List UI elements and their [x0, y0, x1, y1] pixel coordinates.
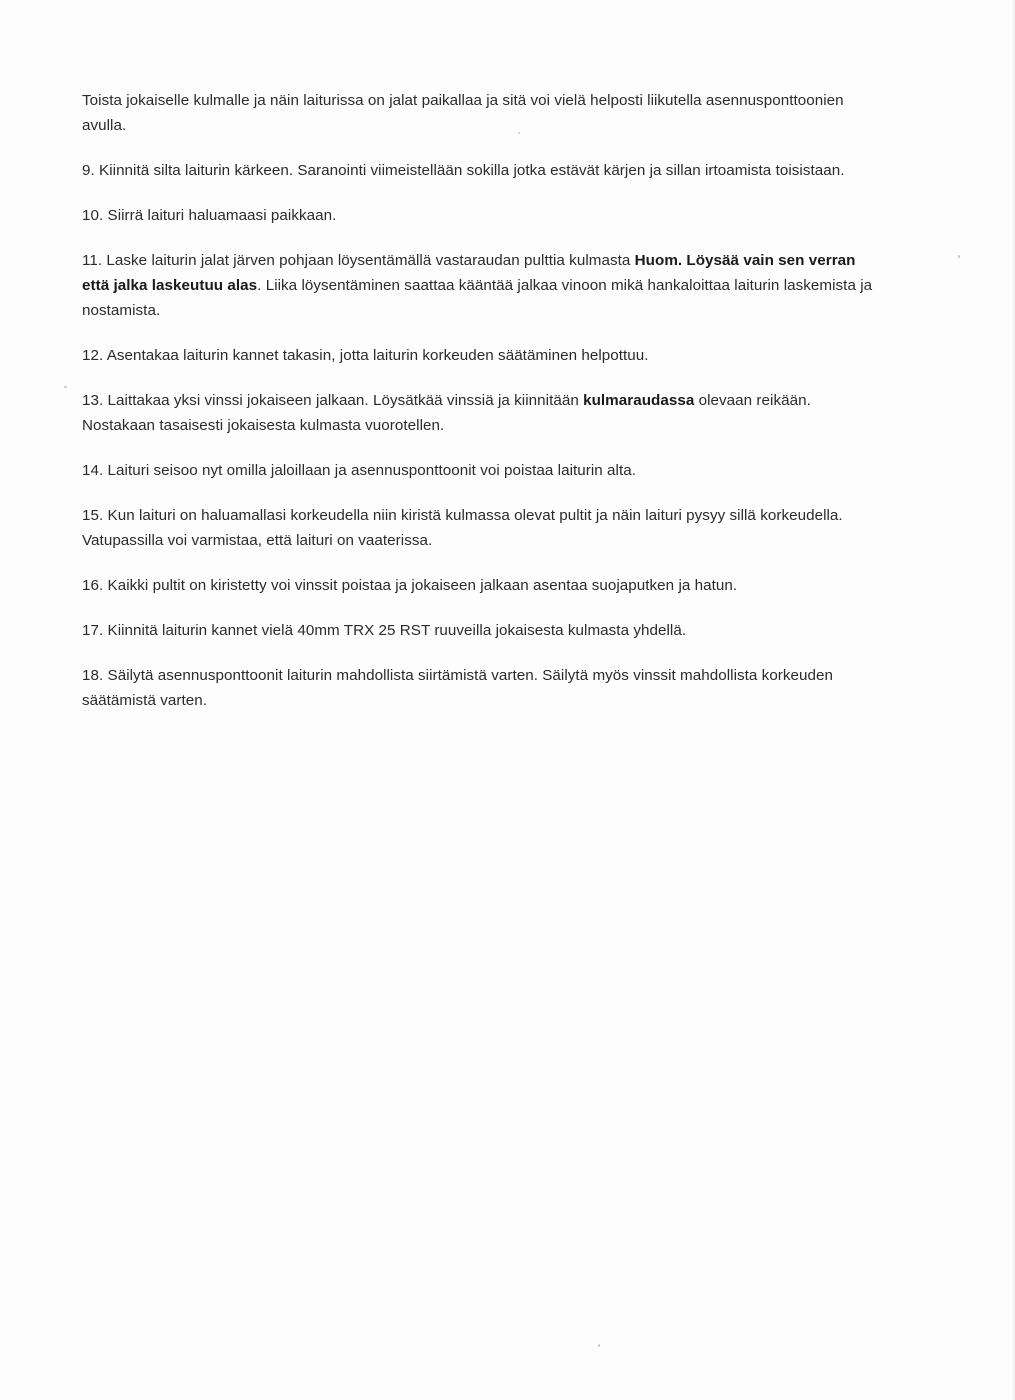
- text-segment: 18. Säilytä asennusponttoonit laiturin mahdollista siirtämistä varten. Säilytä myös vinssit mahdollista korkeuden säätämistä varten.: [82, 667, 834, 709]
- instruction-paragraph: [82, 388, 882, 438]
- instruction-paragraph: [82, 88, 882, 138]
- text-segment: . Liika löysentäminen saattaa kääntää jalkaa vinoon mikä hankaloittaa laiturin laskemista ja nostamista.: [82, 277, 873, 319]
- instruction-paragraph: [82, 343, 882, 368]
- instruction-paragraph: [82, 503, 882, 553]
- text-segment: 9. Kiinnitä silta laiturin kärkeen. Saranointi viimeistellään sokilla jotka estävät kärjen ja sillan irtoamista toisistaan.: [82, 162, 845, 179]
- instruction-text-body: [82, 88, 882, 733]
- instruction-paragraph: [82, 573, 882, 598]
- instruction-paragraph: [82, 663, 882, 713]
- text-segment: 12. Asentakaa laiturin kannet takasin, jotta laiturin korkeuden säätäminen helpottuu.: [82, 347, 649, 364]
- scan-speck: [64, 386, 67, 388]
- text-segment: 10. Siirrä laituri haluamaasi paikkaan.: [82, 207, 337, 224]
- instruction-paragraph: [82, 158, 882, 183]
- text-segment: 16. Kaikki pultit on kiristetty voi vinssit poistaa ja jokaiseen jalkaan asentaa suojaputken ja hatun.: [82, 577, 738, 594]
- scan-speck: [958, 255, 960, 258]
- bold-text-segment: kulmaraudassa: [583, 392, 695, 409]
- bold-text-segment: Huom. Löysää vain sen verran että jalka laskeutuu alas: [82, 252, 856, 294]
- instruction-paragraph: [82, 618, 882, 643]
- instruction-paragraph: [82, 203, 882, 228]
- text-segment: 14. Laituri seisoo nyt omilla jaloillaan ja asennusponttoonit voi poistaa laiturin alta.: [82, 462, 637, 479]
- text-segment: Toista jokaiselle kulmalle ja näin laiturissa on jalat paikallaa ja sitä voi vielä helposti liikutella asennusponttoonien avulla.: [82, 92, 844, 134]
- text-segment: 15. Kun laituri on haluamallasi korkeudella niin kiristä kulmassa olevat pultit ja näin laituri pysyy sillä korkeudella. Vatupassilla voi varmistaa, että laituri on vaaterissa.: [82, 507, 843, 549]
- text-segment: 11. Laske laiturin jalat järven pohjaan löysentämällä vastaraudan pulttia kulmasta: [82, 252, 635, 269]
- page-edge-shadow: [1011, 0, 1015, 1400]
- instruction-paragraph: [82, 458, 882, 483]
- text-segment: 17. Kiinnitä laiturin kannet vielä 40mm TRX 25 RST ruuveilla jokaisesta kulmasta yhdellä.: [82, 622, 687, 639]
- scan-speck: [598, 1344, 600, 1347]
- text-segment: 13. Laittakaa yksi vinssi jokaiseen jalkaan. Löysätkää vinssiä ja kiinnitään: [82, 392, 584, 409]
- text-segment: olevaan reikään. Nostakaan tasaisesti jokaisesta kulmasta vuorotellen.: [82, 392, 811, 434]
- instruction-paragraph: [82, 248, 882, 323]
